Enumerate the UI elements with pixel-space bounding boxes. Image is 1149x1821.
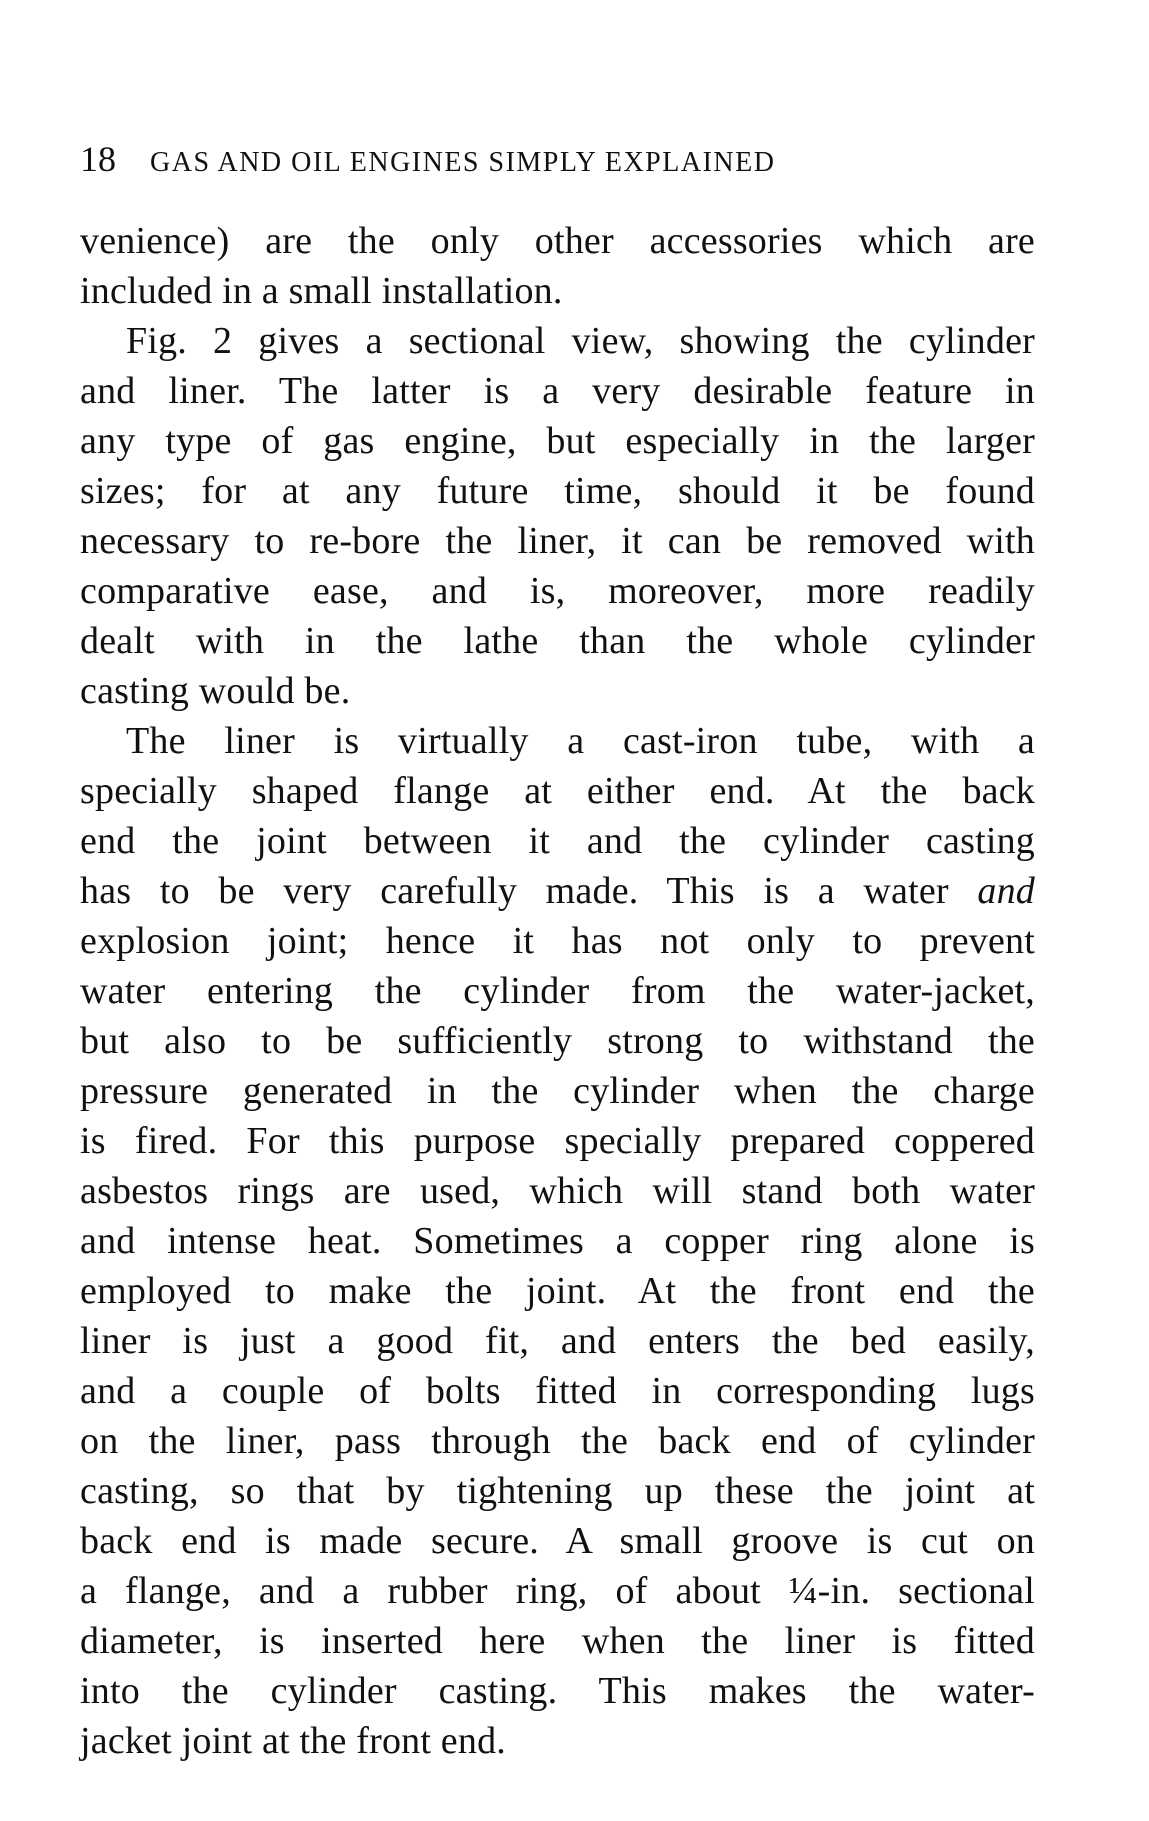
text-line: necessary to re-bore the liner, it can be removed with [80, 520, 1035, 562]
text-line: dealt with in the lathe than the whole cylinder [80, 620, 1035, 662]
text-line: sizes; for at any future time, should it be found [80, 470, 1035, 512]
text-line: on the liner, pass through the back end of cylinder [80, 1420, 1035, 1462]
running-head [80, 138, 1040, 178]
text-line: but also to be sufficiently strong to withstand the [80, 1020, 1035, 1062]
text-line: included in a small installation. [80, 270, 563, 312]
text-line: jacket joint at the front end. [80, 1720, 506, 1762]
text-line: casting would be. [80, 670, 351, 712]
text-line: employed to make the joint. At the front end the [80, 1270, 1035, 1312]
running-title: GAS AND OIL ENGINES SIMPLY EXPLAINED [150, 147, 776, 178]
text-line: and a couple of bolts fitted in corresponding lugs [80, 1370, 1035, 1412]
text-line [80, 866, 1035, 916]
text-line: comparative ease, and is, moreover, more readily [80, 570, 1035, 612]
text-line: explosion joint; hence it has not only to prevent [80, 920, 1035, 962]
text-line: asbestos rings are used, which will stand both water [80, 1170, 1035, 1212]
text-line: and intense heat. Sometimes a copper ring alone is [80, 1220, 1035, 1262]
text-line: end the joint between it and the cylinder casting [80, 820, 1035, 862]
text-line: liner is just a good fit, and enters the bed easily, [80, 1320, 1035, 1362]
text-line: diameter, is inserted here when the liner is fitted [80, 1620, 1035, 1662]
text-line: and liner. The latter is a very desirable feature in [80, 370, 1035, 412]
text-line: specially shaped flange at either end. At the back [80, 770, 1035, 812]
text-segment: has to be very carefully made. This is a water [80, 870, 949, 912]
text-line: is fired. For this purpose specially prepared coppered [80, 1120, 1035, 1162]
page-number: 18 [80, 139, 116, 179]
text-line: into the cylinder casting. This makes the water- [80, 1670, 1035, 1712]
text-line: water entering the cylinder from the water-jacket, [80, 970, 1035, 1012]
body-text [80, 216, 1035, 1766]
italic-word: and [977, 870, 1035, 912]
text-line: back end is made secure. A small groove is cut on [80, 1520, 1035, 1562]
text-line: any type of gas engine, but especially in the larger [80, 420, 1035, 462]
text-line: venience) are the only other accessories which are [80, 220, 1035, 262]
text-line: The liner is virtually a cast-iron tube, with a [126, 720, 1035, 762]
text-line: a flange, and a rubber ring, of about ¼-in. sectional [80, 1570, 1035, 1612]
text-line: Fig. 2 gives a sectional view, showing the cylinder [126, 320, 1035, 362]
text-line: pressure generated in the cylinder when the charge [80, 1070, 1035, 1112]
text-line: casting, so that by tightening up these the joint at [80, 1470, 1035, 1512]
